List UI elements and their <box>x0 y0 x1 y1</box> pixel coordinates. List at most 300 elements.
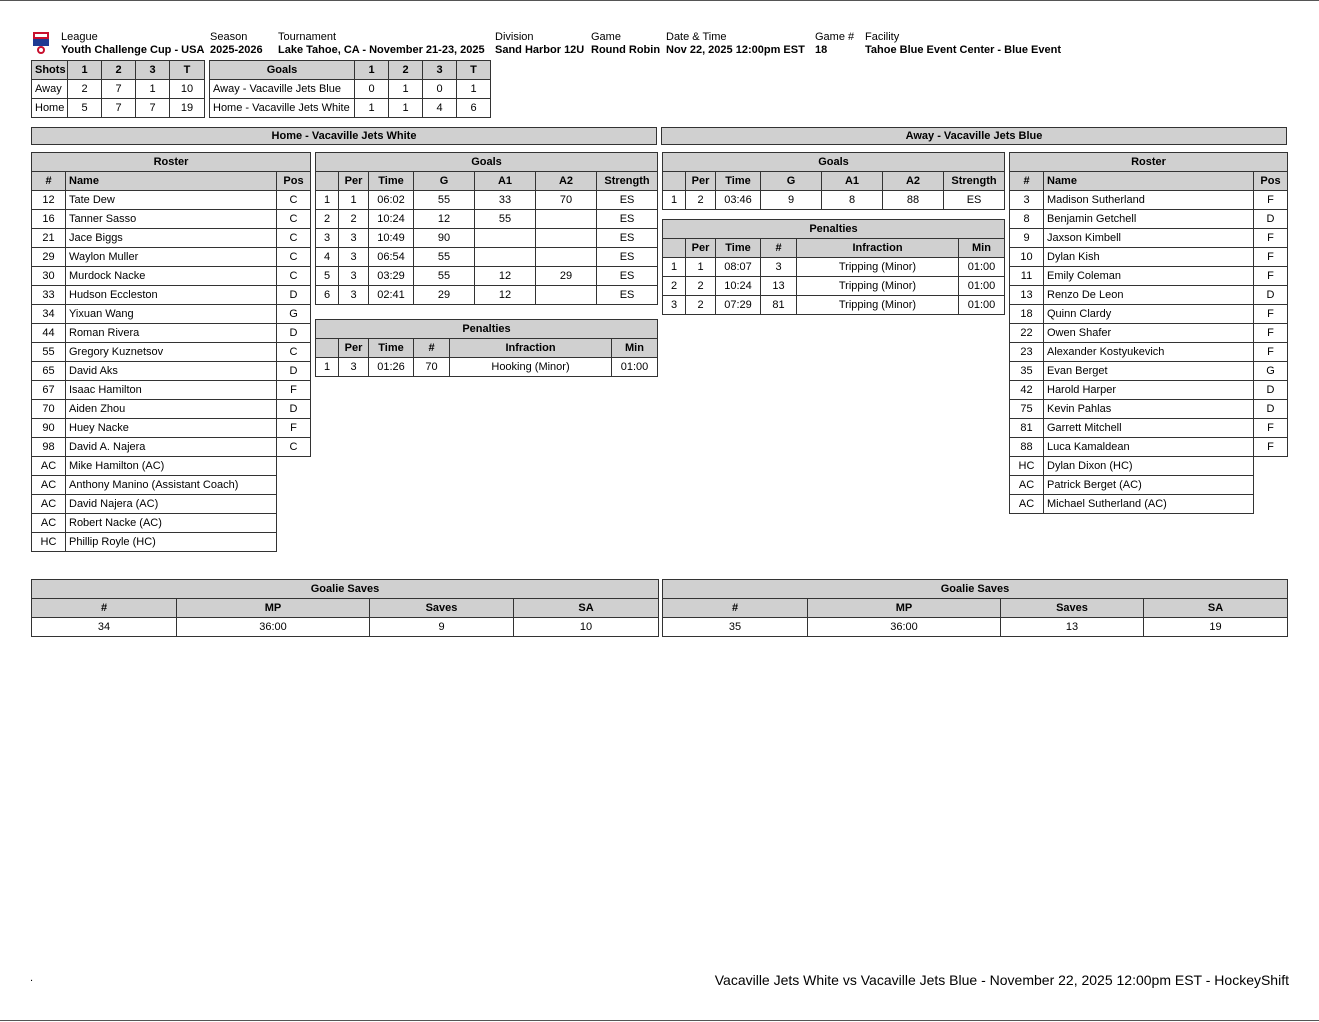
home-staff-row-cell: AC <box>32 457 66 476</box>
tournament-label: Tournament <box>278 31 337 43</box>
home-player-row <box>32 267 311 286</box>
goals-summary-row <box>210 80 491 99</box>
away-goal-row-cell: 9 <box>761 191 822 210</box>
away-penalty-row-cell: 01:00 <box>959 258 1005 277</box>
goals-summary-row-cell: 1 <box>355 99 389 118</box>
game-number-label: Game # <box>815 31 855 43</box>
home-goal-row <box>316 210 658 229</box>
away-staff-row <box>1010 476 1288 495</box>
game-number-field <box>815 31 854 57</box>
home-team-banner: Home - Vacaville Jets White <box>31 127 657 145</box>
away-penalty-row-cell: 07:29 <box>716 296 761 315</box>
home-goal-row-cell: 3 <box>339 267 369 286</box>
away-player-row-cell: 8 <box>1010 210 1044 229</box>
away-player-row <box>1010 248 1288 267</box>
home-player-row-cell: C <box>277 267 311 286</box>
home-goal-row-cell: 4 <box>316 248 339 267</box>
penalties-header-cell: Time <box>716 239 761 258</box>
empty-cell <box>1254 476 1288 495</box>
away-player-row-cell: Luca Kamaldean <box>1044 438 1254 457</box>
home-penalty-row-cell: Hooking (Minor) <box>450 358 612 377</box>
away-penalty-row-cell: 81 <box>761 296 797 315</box>
facility-field <box>865 31 1061 57</box>
saves-header-cell: MP <box>808 599 1001 618</box>
away-roster-table <box>1009 152 1288 514</box>
game-label: Game <box>591 31 621 43</box>
goals-header-cell: Strength <box>597 172 658 191</box>
home-goal-row-cell: 10:24 <box>369 210 414 229</box>
home-goal-row-cell: 06:02 <box>369 191 414 210</box>
away-penalty-row-cell: Tripping (Minor) <box>797 296 959 315</box>
home-player-row-cell: 30 <box>32 267 66 286</box>
home-player-row-cell: Waylon Muller <box>66 248 277 267</box>
home-player-row-cell: 67 <box>32 381 66 400</box>
away-player-row-cell: F <box>1254 343 1288 362</box>
league-label: League <box>61 31 98 43</box>
goals-header-cell: A2 <box>536 172 597 191</box>
away-goal-row <box>663 191 1005 210</box>
away-player-row <box>1010 229 1288 248</box>
home-roster-table <box>31 152 311 552</box>
home-goal-row-cell: 12 <box>475 267 536 286</box>
home-goal-row-cell: 12 <box>414 210 475 229</box>
shots-row-cell: Away <box>32 80 68 99</box>
away-penalty-row-cell: 01:00 <box>959 277 1005 296</box>
home-player-row-cell: F <box>277 381 311 400</box>
home-penalty-row-cell: 3 <box>339 358 369 377</box>
season-field <box>210 31 263 57</box>
home-penalty-row <box>316 358 658 377</box>
home-player-row-cell: David Aks <box>66 362 277 381</box>
away-staff-row-cell: Michael Sutherland (AC) <box>1044 495 1254 514</box>
goals-summary-row-cell: Away - Vacaville Jets Blue <box>210 80 355 99</box>
home-player-row <box>32 400 311 419</box>
away-goal-row-cell: 8 <box>822 191 883 210</box>
home-staff-row-cell: Anthony Manino (Assistant Coach) <box>66 476 277 495</box>
goals-summary-row-cell: 6 <box>457 99 491 118</box>
goals-header-cell: Per <box>339 172 369 191</box>
shots-header-cell: 1 <box>68 61 102 80</box>
league-logo-icon <box>32 31 50 55</box>
away-player-row-cell: Evan Berget <box>1044 362 1254 381</box>
division-field <box>495 31 584 57</box>
home-goal-row-cell: 6 <box>316 286 339 305</box>
away-player-row-cell: Madison Sutherland <box>1044 191 1254 210</box>
home-player-row-cell: Yixuan Wang <box>66 305 277 324</box>
home-goal-row-cell: 55 <box>414 191 475 210</box>
away-goals-header-row <box>663 172 1005 191</box>
away-penalty-row <box>663 296 1005 315</box>
home-penalty-row-cell: 70 <box>414 358 450 377</box>
home-goal-row-cell: 03:29 <box>369 267 414 286</box>
home-goal-row-cell <box>475 248 536 267</box>
shots-row-cell: 7 <box>102 99 136 118</box>
away-roster-header-row <box>1010 172 1288 191</box>
home-goal-row-cell: 1 <box>316 191 339 210</box>
away-player-row-cell: 3 <box>1010 191 1044 210</box>
goals-summary-row-cell: 1 <box>457 80 491 99</box>
home-goal-row-cell: 55 <box>414 267 475 286</box>
home-player-row-cell: C <box>277 229 311 248</box>
away-player-row-cell: 13 <box>1010 286 1044 305</box>
away-player-row-cell: G <box>1254 362 1288 381</box>
goals-header-cell: A1 <box>475 172 536 191</box>
away-player-row <box>1010 438 1288 457</box>
away-player-row-cell: Quinn Clardy <box>1044 305 1254 324</box>
goals-summary-header-row <box>210 61 491 80</box>
away-player-row <box>1010 286 1288 305</box>
away-penalty-row-cell: 10:24 <box>716 277 761 296</box>
away-player-row-cell: Renzo De Leon <box>1044 286 1254 305</box>
home-player-row-cell: C <box>277 438 311 457</box>
home-player-row-cell: 70 <box>32 400 66 419</box>
home-player-row-cell: C <box>277 210 311 229</box>
home-staff-row <box>32 495 311 514</box>
roster-header-name: Name <box>1044 172 1254 191</box>
away-penalty-row-cell: 01:00 <box>959 296 1005 315</box>
away-goal-row-cell: 03:46 <box>716 191 761 210</box>
home-player-row-cell: 90 <box>32 419 66 438</box>
top-border <box>0 0 1319 1</box>
home-goal-row-cell: 55 <box>414 248 475 267</box>
away-player-row-cell: F <box>1254 438 1288 457</box>
home-goal-row-cell: 3 <box>339 286 369 305</box>
away-player-row-cell: F <box>1254 191 1288 210</box>
away-player-row <box>1010 191 1288 210</box>
home-player-row-cell: Huey Nacke <box>66 419 277 438</box>
away-saves-row-cell: 35 <box>663 618 808 637</box>
away-player-row-cell: Emily Coleman <box>1044 267 1254 286</box>
home-goal-row <box>316 248 658 267</box>
goals-summary-row-cell: Home - Vacaville Jets White <box>210 99 355 118</box>
away-player-row-cell: 10 <box>1010 248 1044 267</box>
home-staff-row <box>32 514 311 533</box>
shots-row-cell: 10 <box>170 80 205 99</box>
home-player-row-cell: 29 <box>32 248 66 267</box>
home-staff-row-cell: AC <box>32 495 66 514</box>
penalties-header-cell <box>316 339 339 358</box>
away-saves-row-cell: 19 <box>1144 618 1288 637</box>
league-value: Youth Challenge Cup - USA <box>61 44 205 56</box>
away-penalties-header-row <box>663 239 1005 258</box>
home-roster-title: Roster <box>32 153 311 172</box>
home-player-row-cell: C <box>277 343 311 362</box>
empty-cell <box>277 533 311 552</box>
home-goal-row-cell: 70 <box>536 191 597 210</box>
away-player-row <box>1010 305 1288 324</box>
home-goal-row-cell: ES <box>597 248 658 267</box>
division-value: Sand Harbor 12U <box>495 44 585 56</box>
away-player-row-cell: D <box>1254 381 1288 400</box>
home-staff-row <box>32 533 311 552</box>
home-penalties-header-row <box>316 339 658 358</box>
tournament-field <box>278 31 485 57</box>
away-player-row <box>1010 343 1288 362</box>
home-goal-row-cell: 90 <box>414 229 475 248</box>
home-staff-row-cell: AC <box>32 476 66 495</box>
division-label: Division <box>495 31 534 43</box>
saves-header-cell: # <box>32 599 177 618</box>
home-goal-row-cell: 1 <box>339 191 369 210</box>
goals-summary-table <box>209 60 491 118</box>
penalties-header-cell: Per <box>339 339 369 358</box>
home-goals-title: Goals <box>316 153 658 172</box>
home-goals-header-row <box>316 172 658 191</box>
away-player-row-cell: 11 <box>1010 267 1044 286</box>
home-player-row-cell: 33 <box>32 286 66 305</box>
goals-header-cell: Per <box>686 172 716 191</box>
away-team-banner: Away - Vacaville Jets Blue <box>661 127 1287 145</box>
penalties-header-cell <box>663 239 686 258</box>
penalties-header-cell: Time <box>369 339 414 358</box>
away-penalty-row-cell: Tripping (Minor) <box>797 277 959 296</box>
roster-header-pos: Pos <box>1254 172 1288 191</box>
home-player-row-cell: Gregory Kuznetsov <box>66 343 277 362</box>
bottom-border <box>0 1020 1319 1021</box>
footer-dot: . <box>30 972 34 984</box>
away-player-row-cell: F <box>1254 324 1288 343</box>
home-player-row-cell: C <box>277 191 311 210</box>
away-player-row-cell: 42 <box>1010 381 1044 400</box>
home-goal-row-cell: 33 <box>475 191 536 210</box>
shots-header-cell: 3 <box>136 61 170 80</box>
home-player-row-cell: 55 <box>32 343 66 362</box>
home-goal-row-cell <box>536 248 597 267</box>
home-player-row <box>32 362 311 381</box>
empty-cell <box>277 514 311 533</box>
home-player-row-cell: Hudson Eccleston <box>66 286 277 305</box>
home-penalty-row-cell: 01:26 <box>369 358 414 377</box>
away-player-row-cell: F <box>1254 419 1288 438</box>
away-player-row-cell: 9 <box>1010 229 1044 248</box>
home-staff-row-cell: Robert Nacke (AC) <box>66 514 277 533</box>
away-penalties-table <box>662 219 1005 315</box>
home-player-row-cell: G <box>277 305 311 324</box>
home-player-row <box>32 248 311 267</box>
roster-header-name: Name <box>66 172 277 191</box>
home-staff-row-cell: David Najera (AC) <box>66 495 277 514</box>
goals-summary-row-cell: 0 <box>355 80 389 99</box>
away-player-row <box>1010 419 1288 438</box>
away-player-row-cell: Kevin Pahlas <box>1044 400 1254 419</box>
away-player-row <box>1010 381 1288 400</box>
away-saves-row-cell: 13 <box>1001 618 1144 637</box>
away-goals-table <box>662 152 1005 210</box>
game-value: Round Robin <box>591 44 661 56</box>
home-player-row-cell: Isaac Hamilton <box>66 381 277 400</box>
home-player-row-cell: D <box>277 400 311 419</box>
away-player-row <box>1010 400 1288 419</box>
away-player-row-cell: 88 <box>1010 438 1044 457</box>
away-player-row-cell: 18 <box>1010 305 1044 324</box>
home-player-row-cell: 34 <box>32 305 66 324</box>
footer-text: Vacaville Jets White vs Vacaville Jets Blue - November 22, 2025 12:00pm EST - HockeyShift <box>714 972 1289 988</box>
goals-header-cell: Time <box>716 172 761 191</box>
away-player-row-cell: F <box>1254 229 1288 248</box>
home-staff-row <box>32 457 311 476</box>
away-player-row <box>1010 267 1288 286</box>
home-player-row-cell: Aiden Zhou <box>66 400 277 419</box>
home-player-row-cell: 44 <box>32 324 66 343</box>
goals-summary-header-cell: 3 <box>423 61 457 80</box>
away-staff-row <box>1010 495 1288 514</box>
away-saves-header-row <box>663 599 1288 618</box>
season-value: 2025-2026 <box>210 44 263 56</box>
home-player-row-cell: David A. Najera <box>66 438 277 457</box>
season-label: Season <box>210 31 248 43</box>
away-goal-row-cell: ES <box>944 191 1005 210</box>
league-field <box>61 31 204 57</box>
shots-row <box>32 99 205 118</box>
home-goal-row-cell: ES <box>597 267 658 286</box>
goals-header-cell <box>663 172 686 191</box>
home-goal-row-cell: ES <box>597 229 658 248</box>
away-player-row-cell: 81 <box>1010 419 1044 438</box>
facility-label: Facility <box>865 31 900 43</box>
away-penalty-row-cell: 08:07 <box>716 258 761 277</box>
goals-summary-row-cell: 1 <box>389 99 423 118</box>
away-player-row-cell: Jaxson Kimbell <box>1044 229 1254 248</box>
away-penalty-row-cell: 3 <box>663 296 686 315</box>
home-saves-row-cell: 9 <box>370 618 514 637</box>
home-player-row <box>32 419 311 438</box>
home-player-row <box>32 191 311 210</box>
shots-row-cell: 7 <box>102 80 136 99</box>
away-player-row-cell: 22 <box>1010 324 1044 343</box>
away-player-row-cell: 35 <box>1010 362 1044 381</box>
home-goals-table <box>315 152 658 305</box>
home-goal-row-cell: 29 <box>414 286 475 305</box>
away-goal-row-cell: 1 <box>663 191 686 210</box>
empty-cell <box>277 495 311 514</box>
goals-header-cell: Strength <box>944 172 1005 191</box>
roster-header-number: # <box>32 172 66 191</box>
penalties-header-cell: Infraction <box>450 339 612 358</box>
home-player-row-cell: 65 <box>32 362 66 381</box>
shots-row-cell: 2 <box>68 80 102 99</box>
home-player-row <box>32 343 311 362</box>
goals-header-cell: Time <box>369 172 414 191</box>
goals-header-cell: G <box>761 172 822 191</box>
saves-header-cell: MP <box>177 599 370 618</box>
away-saves-row-cell: 36:00 <box>808 618 1001 637</box>
home-goal-row-cell: 3 <box>316 229 339 248</box>
home-goal-row-cell <box>536 229 597 248</box>
goals-summary-header-cell: 2 <box>389 61 423 80</box>
home-staff-row-cell: HC <box>32 533 66 552</box>
away-player-row <box>1010 324 1288 343</box>
goals-header-cell: A1 <box>822 172 883 191</box>
goals-summary-header-cell: 1 <box>355 61 389 80</box>
home-saves-title: Goalie Saves <box>32 580 659 599</box>
facility-value: Tahoe Blue Event Center - Blue Event <box>865 44 1062 56</box>
home-player-row-cell: D <box>277 324 311 343</box>
away-player-row-cell: Benjamin Getchell <box>1044 210 1254 229</box>
home-goal-row-cell: 12 <box>475 286 536 305</box>
datetime-value: Nov 22, 2025 12:00pm EST <box>666 44 805 56</box>
goals-summary-row-cell: 4 <box>423 99 457 118</box>
penalties-header-cell: # <box>414 339 450 358</box>
away-penalty-row-cell: 3 <box>761 258 797 277</box>
home-player-row <box>32 438 311 457</box>
away-staff-row <box>1010 457 1288 476</box>
away-penalty-row-cell: 13 <box>761 277 797 296</box>
away-staff-row-cell: Dylan Dixon (HC) <box>1044 457 1254 476</box>
away-player-row-cell: Owen Shafer <box>1044 324 1254 343</box>
shots-row-cell: 19 <box>170 99 205 118</box>
home-saves-header-row <box>32 599 659 618</box>
shots-header-cell: T <box>170 61 205 80</box>
saves-header-cell: SA <box>1144 599 1288 618</box>
penalties-header-cell: Min <box>959 239 1005 258</box>
home-player-row <box>32 381 311 400</box>
goals-summary-header-cell: T <box>457 61 491 80</box>
away-player-row-cell: D <box>1254 210 1288 229</box>
away-player-row-cell: Alexander Kostyukevich <box>1044 343 1254 362</box>
away-player-row-cell: Harold Harper <box>1044 381 1254 400</box>
home-goal-row-cell: 29 <box>536 267 597 286</box>
goals-summary-header-cell: Goals <box>210 61 355 80</box>
datetime-field <box>666 31 805 57</box>
home-goal-row-cell <box>536 210 597 229</box>
home-staff-row-cell: Phillip Royle (HC) <box>66 533 277 552</box>
shots-row-cell: 7 <box>136 99 170 118</box>
empty-cell <box>1254 457 1288 476</box>
shots-header-cell: Shots <box>32 61 68 80</box>
away-player-row-cell: Garrett Mitchell <box>1044 419 1254 438</box>
saves-header-cell: Saves <box>370 599 514 618</box>
away-penalty-row-cell: 1 <box>663 258 686 277</box>
penalties-header-cell: Infraction <box>797 239 959 258</box>
saves-header-cell: # <box>663 599 808 618</box>
home-goal-row-cell: 5 <box>316 267 339 286</box>
away-penalty-row-cell: 1 <box>686 258 716 277</box>
home-penalties-table <box>315 319 658 377</box>
shots-row-cell: Home <box>32 99 68 118</box>
away-staff-row-cell: Patrick Berget (AC) <box>1044 476 1254 495</box>
away-staff-row-cell: AC <box>1010 495 1044 514</box>
home-goal-row-cell <box>536 286 597 305</box>
away-player-row-cell: F <box>1254 267 1288 286</box>
roster-header-number: # <box>1010 172 1044 191</box>
empty-cell <box>1254 495 1288 514</box>
away-penalty-row <box>663 277 1005 296</box>
penalties-header-cell: Min <box>612 339 658 358</box>
penalties-header-cell: # <box>761 239 797 258</box>
home-saves-row-cell: 36:00 <box>177 618 370 637</box>
home-player-row <box>32 324 311 343</box>
away-player-row <box>1010 210 1288 229</box>
away-player-row-cell: 75 <box>1010 400 1044 419</box>
home-saves-row-cell: 34 <box>32 618 177 637</box>
home-staff-row-cell: Mike Hamilton (AC) <box>66 457 277 476</box>
home-player-row-cell: Jace Biggs <box>66 229 277 248</box>
away-penalty-row-cell: 2 <box>686 296 716 315</box>
away-penalty-row <box>663 258 1005 277</box>
home-goal-row-cell: ES <box>597 286 658 305</box>
away-player-row-cell: F <box>1254 248 1288 267</box>
home-player-row-cell: 98 <box>32 438 66 457</box>
shots-header-cell: 2 <box>102 61 136 80</box>
home-staff-row <box>32 476 311 495</box>
home-goal-row-cell: ES <box>597 210 658 229</box>
game-number-value: 18 <box>815 44 828 56</box>
home-saves-row <box>32 618 659 637</box>
home-player-row <box>32 229 311 248</box>
home-player-row-cell: 12 <box>32 191 66 210</box>
away-player-row <box>1010 362 1288 381</box>
home-goal-row-cell: 3 <box>339 248 369 267</box>
